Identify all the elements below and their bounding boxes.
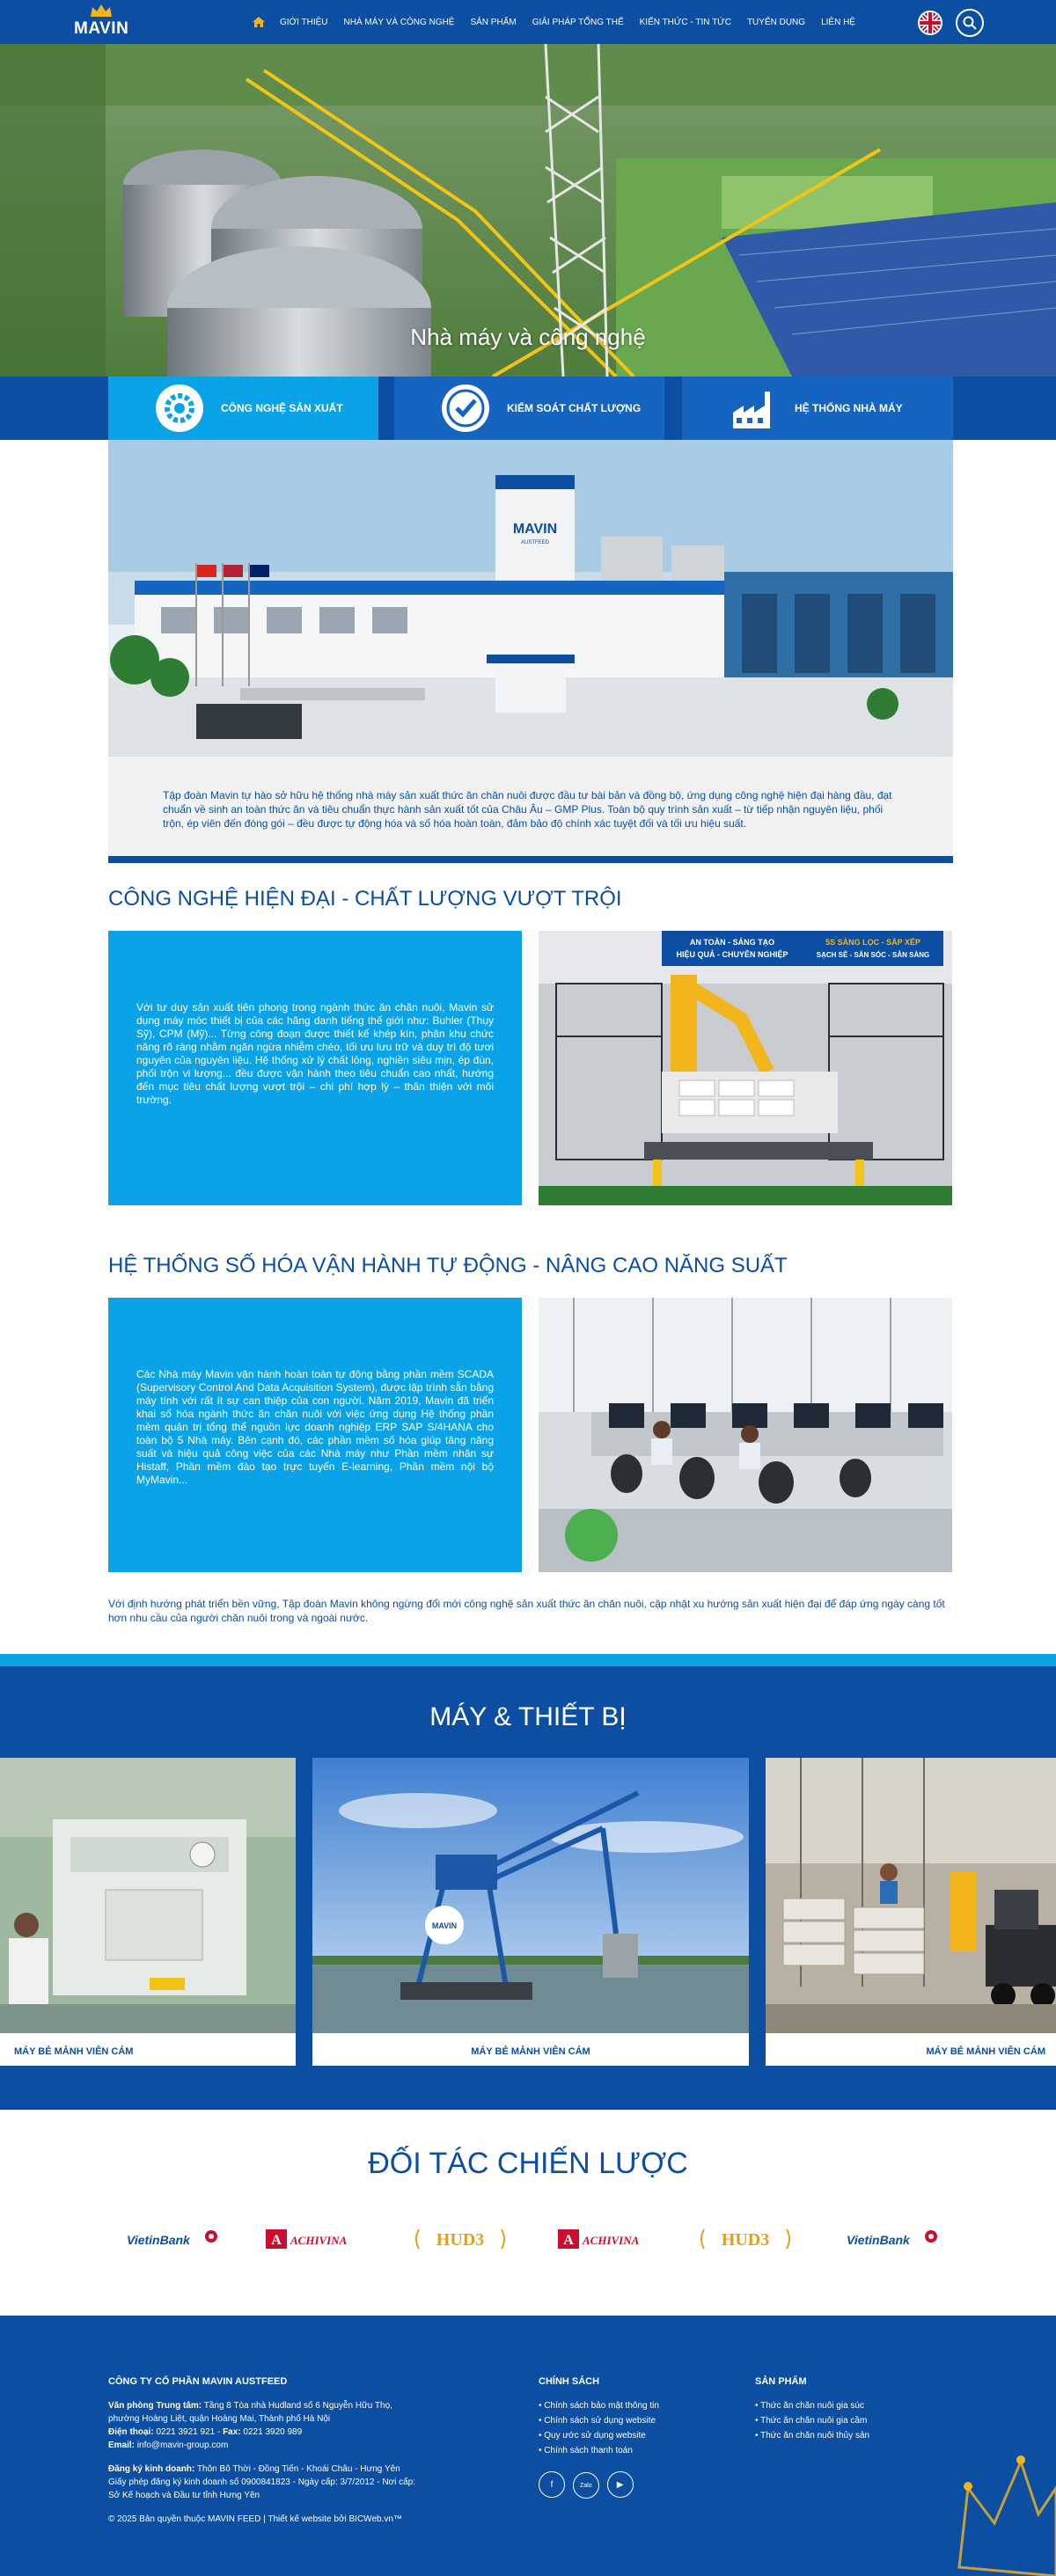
footer [0, 2316, 1056, 2576]
control-room-photo [539, 1298, 952, 1572]
logo-text: HUD3 [721, 2230, 770, 2250]
partner-logo-hud3[interactable] [697, 2224, 794, 2254]
tab-he-thong-nha-may[interactable] [682, 377, 953, 440]
equipment-card[interactable] [0, 1758, 296, 2066]
footer-policies [539, 2375, 715, 2499]
facebook-icon[interactable]: f [539, 2471, 565, 2498]
footer-policy-title: CHÍNH SÁCH [539, 2376, 600, 2387]
logo-text: VietinBank [847, 2233, 910, 2247]
partner-logo-vietinbank[interactable] [123, 2224, 220, 2254]
cong-nghe-text-box [108, 931, 522, 1205]
product-link[interactable]: • Thức ăn chăn nuôi thủy sản [755, 2429, 931, 2442]
social-links [539, 2471, 715, 2499]
fax-label: Fax: [223, 2427, 241, 2437]
fax-value: 0221 3920 989 [243, 2427, 303, 2437]
crane-brand: MAVIN [431, 1921, 458, 1930]
tab-label: HỆ THỐNG NHÀ MÁY [795, 402, 903, 414]
banner-text: HIỆU QUẢ - CHUYÊN NGHIỆP [676, 950, 788, 959]
menu-item-san-pham[interactable]: SẢN PHẨM [470, 17, 517, 27]
product-link[interactable]: • Thức ăn chăn nuôi gia cầm [755, 2414, 931, 2427]
menu-item-tuyen-dung[interactable]: TUYỂN DỤNG [746, 17, 806, 27]
business-license: Giấy phép đăng ký kinh doanh số 0900841823 - Ngày cấp: 3/7/2012 - Nơi cấp: Sở Kế hoạch và Đầu tư tỉnh Hưng Yên [108, 2477, 416, 2500]
menu-item-giai-phap[interactable]: GIẢI PHÁP TỔNG THỂ [532, 17, 624, 27]
brand-name: MAVIN [74, 19, 129, 38]
email-label: Email: [108, 2441, 136, 2450]
tab-label: CÔNG NGHỆ SẢN XUẤT [221, 402, 343, 414]
menu-item-nha-may[interactable]: NHÀ MÁY VÀ CÔNG NGHỆ [343, 17, 455, 27]
mavin-logo[interactable] [70, 4, 134, 40]
policy-link[interactable]: • Chính sách sử dụng website [539, 2414, 715, 2427]
svg-text:A: A [271, 2233, 282, 2248]
section-title-cong-nghe: CÔNG NGHỆ HIỆN ĐẠI - CHẤT LƯỢNG VƯỢT TRỘI [108, 887, 622, 911]
equipment-label: MÁY BẺ MẢNH VIÊN CÁM [14, 2046, 134, 2057]
search-button[interactable] [956, 9, 984, 37]
tab-cong-nghe-san-xuat[interactable] [108, 377, 378, 440]
phone-label: Điện thoại: [108, 2427, 154, 2437]
footer-company: CÔNG TY CỔ PHẦN MAVIN AUSTFEED Văn phòng Trung tâm: Tầng 8 Tòa nhà Hudland số 6 Nguyễn Hữu Thọ, phường Hoàng Liệt, quận Hoàng Mai, Thành phố Hà Nội Điện thoại: 0221 3921 921 - Fax: 0221 3920 989 Email: info@mavin-group.com Đăng ký kinh doanh: Thôn Bô Thời - Đồng Tiến - Khoái Châu - Hưng Yên Giấy phép đăng ký kinh doanh số 0900841823 - Ngày cấp: 3/7/2012 - Nơi cấp: Sở Kế hoạch và Đầu tư tỉnh Hưng Yên © 2025 Bản quyền thuộc MAVIN FEED | Thiết kế website bởi BICWeb.vn™ [108, 2375, 425, 2526]
zalo-icon[interactable]: Zalo [573, 2472, 599, 2499]
office-address: Tầng 8 Tòa nhà Hudland số 6 Nguyễn Hữu Thọ, phường Hoàng Liệt, quận Hoàng Mai, Thành phố Hà Nội [108, 2401, 392, 2424]
banner-text: 5S SÀNG LỌC - SẮP XẾP [825, 938, 920, 947]
crown-icon [90, 4, 113, 18]
tab-label: KIỂM SOÁT CHẤT LƯỢNG [507, 402, 642, 414]
product-link[interactable]: • Thức ăn chăn nuôi gia súc [755, 2399, 931, 2412]
section-title-so-hoa: HỆ THỐNG SỐ HÓA VẬN HÀNH TỰ ĐỘNG - NÂNG CAO NĂNG SUẤT [108, 1254, 788, 1277]
svg-text:A: A [563, 2233, 574, 2248]
robot-line-photo [539, 931, 952, 1205]
factory-tabs [0, 377, 1056, 440]
phone-value[interactable]: 0221 3921 921 [156, 2427, 216, 2437]
policy-link[interactable]: • Quy ước sử dụng website [539, 2429, 715, 2442]
email-link[interactable]: info@mavin-group.com [136, 2441, 229, 2450]
language-flag-icon[interactable] [918, 11, 942, 35]
hero-title: Nhà máy và công nghệ [410, 324, 646, 350]
check-badge-icon [440, 383, 491, 434]
crown-watermark-icon [950, 2435, 1056, 2576]
hero-banner [0, 44, 1056, 377]
tab-kiem-soat-chat-luong[interactable] [394, 377, 664, 440]
home-icon[interactable] [252, 15, 266, 29]
partner-logo-hud3[interactable] [412, 2224, 509, 2254]
search-icon [963, 16, 977, 30]
partner-logo-vietinbank[interactable] [843, 2224, 940, 2254]
divider [108, 856, 953, 863]
logo-text: VietinBank [127, 2233, 190, 2247]
logo-text: ACHIVINA [583, 2234, 640, 2247]
banner-text: SẠCH SẼ - SĂN SÓC - SẴN SÀNG [816, 951, 930, 959]
menu-item-gioi-thieu[interactable]: GIỚI THIỆU [280, 17, 328, 27]
partners-title: ĐỐI TÁC CHIẾN LƯỢC [368, 2147, 688, 2180]
banner-text: AN TOÀN - SÁNG TẠO [689, 938, 775, 947]
equipment-top-bar [0, 1654, 1056, 1666]
copyright: © 2025 Bản quyền thuộc MAVIN FEED | Thiết kế website bởi BICWeb.vn™ [108, 2514, 402, 2524]
partner-logo-achivina[interactable] [556, 2224, 653, 2254]
top-navbar [0, 0, 1056, 44]
gear-icon [154, 383, 205, 434]
policy-link[interactable]: • Chính sách bảo mật thông tin [539, 2399, 715, 2412]
equipment-card[interactable] [766, 1758, 1056, 2066]
reg-label: Đăng ký kinh doanh: [108, 2464, 195, 2474]
plant-sign-text: MAVIN [512, 522, 558, 537]
equipment-label: MÁY BẺ MẢNH VIÊN CÁM [471, 2046, 590, 2057]
cong-nghe-text: Với tư duy sản xuất tiên phong trong ngành thức ăn chăn nuôi, Mavin sử dụng máy móc thiết bị của các hãng danh tiếng thế giới như: Buhler (Thụy Sỹ), CPM (Mỹ)... Từng công đoạn được thiết kế khép kín, phân khu chức năng rõ ràng nhằm ngăn ngừa nhiễm chéo, tối ưu lưu trữ và duy trì độ tươi nguyên của nguyên liệu. Hệ thống xử lý chất lỏng, nghiền siêu mịn, ép đùn, phối trộn vi lượng... đều được vận hành theo tiêu chuẩn cao nhất, hướng đến mục tiêu chất lượng vượt trội – chi phí hợp lý – thân thiện với môi trường. [136, 1001, 494, 1106]
plant-sign-sub: AUSTFEED [520, 540, 550, 545]
equipment-photo [0, 1758, 296, 2033]
equipment-photo [766, 1758, 1056, 2033]
equipment-photo [312, 1758, 749, 2033]
footer-products [755, 2375, 931, 2444]
reg-address: Thôn Bô Thời - Đồng Tiến - Khoái Châu - Hưng Yên [196, 2464, 400, 2474]
equipment-card[interactable] [312, 1758, 749, 2066]
footer-company-name: CÔNG TY CỔ PHẦN MAVIN AUSTFEED [108, 2376, 288, 2387]
logo-text: ACHIVINA [290, 2234, 348, 2247]
factory-icon [728, 383, 779, 434]
logo-text: HUD3 [436, 2230, 485, 2250]
menu-item-tin-tuc[interactable]: KIẾN THỨC - TIN TỨC [639, 17, 731, 27]
equipment-label: MÁY BẺ MẢNH VIÊN CÁM [926, 2046, 1045, 2057]
equipment-title: MÁY & THIẾT BỊ [429, 1702, 627, 1731]
youtube-icon[interactable]: ▶ [607, 2471, 634, 2498]
closing-note: Với định hướng phát triển bền vững, Tập đoàn Mavin không ngừng đổi mới công nghệ sản xuất thức ăn chăn nuôi, cập nhật xu hướng sản xuất hiện đại để đáp ứng ngày càng tốt hơn nhu cầu của người chăn nuôi trong và ngoài nước. [108, 1598, 945, 1624]
policy-link[interactable]: • Chính sách thanh toán [539, 2444, 715, 2457]
partner-logo-achivina[interactable] [264, 2224, 361, 2254]
so-hoa-text: Các Nhà máy Mavin vận hành hoàn toàn tự động bằng phần mềm SCADA (Supervisory Control And Data Acquisition System), được lập trình sẵn bằng máy tính với rất ít sự can thiệp của con người. Năm 2019, Mavin đã triển khai số hóa ngành thức ăn chăn nuôi với việc ứng dụng Hệ thống phần mềm quản trị tổng thể nguồn lực doanh nghiệp ERP SAP S/4HANA cho toàn bộ 5 Nhà máy. Bên cạnh đó, các phần mềm số hóa giúp tăng năng suất và hiệu quả công việc của các Nhà máy như Phần mềm nhân sự Histaff, Phần mềm đào tạo trực tuyến E-learning, Phần mềm nội bộ MyMavin... [136, 1368, 494, 1486]
footer-product-title: SẢN PHẨM [755, 2376, 807, 2387]
main-menu [252, 0, 871, 44]
office-label: Văn phòng Trung tâm: [108, 2401, 202, 2411]
menu-item-lien-he[interactable]: LIÊN HỆ [821, 17, 855, 27]
plant-caption: Tập đoàn Mavin tự hào sở hữu hệ thống nhà máy sản xuất thức ăn chăn nuôi được đầu tư bài bản và đồng bộ, ứng dụng công nghệ hiện đại hàng đầu, đạt chuẩn về sinh an toàn thức ăn và tiêu chuẩn thực hành sản xuất tốt của Châu Âu – GMP Plus. Toàn bộ quy trình sản xuất – từ tiếp nhận nguyên liệu, phối trộn, ép viên đến đóng gói – đều được tự động hóa và số hóa hoàn toàn, đảm bảo độ chính xác tuyệt đối và tối ưu hiệu suất. [163, 789, 892, 830]
so-hoa-text-box [108, 1298, 522, 1572]
